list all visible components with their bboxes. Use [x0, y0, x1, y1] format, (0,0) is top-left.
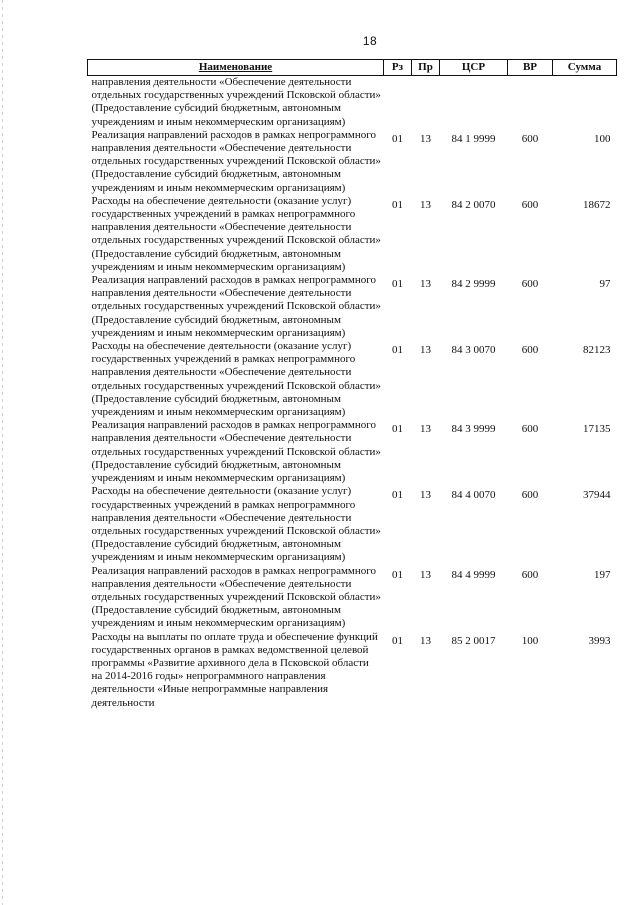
table-row [88, 274, 617, 340]
table-row [88, 419, 617, 485]
row-csr: 84 1 9999 [451, 132, 496, 145]
row-pr: 13 [420, 132, 431, 145]
row-vr: 600 [521, 489, 539, 502]
header-name: Наименование [88, 60, 384, 76]
header-sum: Сумма [553, 60, 617, 76]
row-pr: 13 [420, 568, 431, 581]
table-row [88, 565, 617, 631]
row-pr: 13 [420, 198, 431, 211]
row-csr: 84 2 0070 [451, 198, 496, 211]
row-vr: 100 [521, 634, 539, 647]
row-name: Реализация направлений расходов в рамках непрограммного направления деятельности «Обеспечение деятельности отдельных государственных учреждений Псковской области» (Предоставление субсидий бюджетным, автономным учреждениям и иным некоммерческим организациям) [91, 274, 381, 339]
header-rz: Рз [384, 60, 412, 76]
row-rz: 01 [392, 423, 403, 436]
continuation-text: направления деятельности «Обеспечение деятельности отдельных государственных учреждений Псковской области» (Предоставление субсидий бюджетным, автономным учреждениям и иным некоммерческим организациям) [91, 76, 381, 128]
row-name: Реализация направлений расходов в рамках непрограммного направления деятельности «Обеспечение деятельности отдельных государственных учреждений Псковской области» (Предоставление субсидий бюджетным, автономным учреждениям и иным некоммерческим организациям) [91, 564, 381, 630]
row-sum: 17135 [583, 423, 611, 436]
row-csr: 84 4 0070 [451, 489, 496, 502]
row-rz: 01 [392, 198, 403, 211]
row-rz: 01 [392, 568, 403, 581]
row-name: Расходы на обеспечение деятельности (оказание услуг) государственных учреждений в рамках непрограммного направления деятельности «Обеспечение деятельности отдельных государственных учреждений Псковской области» (Предоставление субсидий бюджетным, автономным учреждениям и иным некоммерческим организациям) [91, 485, 381, 564]
row-rz: 01 [392, 132, 403, 145]
row-name: Расходы на обеспечение деятельности (оказание услуг) государственных учреждений в рамках непрограммного направления деятельности «Обеспечение деятельности отдельных государственных учреждений Псковской области» (Предоставление субсидий бюджетным, автономным учреждениям и иным некоммерческим организациям) [91, 194, 381, 273]
row-vr: 600 [521, 568, 539, 581]
row-name: Расходы на выплаты по оплате труда и обеспечение функций государственных органов в рамках ведомственной целевой программы «Развитие архивного дела в Псковской области на 2014-2016 годы» непрограммного направления деятельности «Иные непрограммные направления деятельности [91, 630, 378, 709]
row-rz: 01 [392, 489, 403, 502]
header-vr: ВР [508, 60, 553, 76]
row-rz: 01 [392, 278, 403, 291]
page-number: 18 [362, 34, 378, 48]
row-rz: 01 [392, 634, 403, 647]
table-row [88, 631, 617, 710]
header-pr: Пр [412, 60, 440, 76]
row-pr: 13 [420, 423, 431, 436]
continuation-row [88, 76, 617, 129]
row-csr: 84 4 9999 [451, 568, 496, 581]
row-name: Реализация направлений расходов в рамках непрограммного направления деятельности «Обеспечение деятельности отдельных государственных учреждений Псковской области» (Предоставление субсидий бюджетным, автономным учреждениям и иным некоммерческим организациям) [91, 128, 381, 194]
header-csr: ЦСР [440, 60, 508, 76]
row-sum: 197 [594, 568, 611, 581]
row-pr: 13 [420, 278, 431, 291]
table-row [88, 129, 617, 195]
row-vr: 600 [521, 423, 539, 436]
row-sum: 37944 [583, 489, 611, 502]
row-pr: 13 [420, 489, 431, 502]
row-csr: 85 2 0017 [451, 634, 496, 647]
table-row [88, 485, 617, 564]
row-pr: 13 [420, 344, 431, 357]
scan-edge [2, 0, 3, 905]
row-csr: 84 2 9999 [451, 278, 496, 291]
row-csr: 84 3 9999 [451, 423, 496, 436]
row-csr: 84 3 0070 [451, 344, 496, 357]
row-sum: 3993 [588, 634, 611, 647]
row-vr: 600 [521, 278, 539, 291]
row-sum: 100 [594, 132, 611, 145]
row-vr: 600 [521, 198, 539, 211]
table-row [88, 340, 617, 419]
row-name: Реализация направлений расходов в рамках непрограммного направления деятельности «Обеспечение деятельности отдельных государственных учреждений Псковской области» (Предоставление субсидий бюджетным, автономным учреждениям и иным некоммерческим организациям) [91, 419, 381, 485]
row-name: Расходы на обеспечение деятельности (оказание услуг) государственных учреждений в рамках непрограммного направления деятельности «Обеспечение деятельности отдельных государственных учреждений Псковской области» (Предоставление субсидий бюджетным, автономным учреждениям и иным некоммерческим организациям) [91, 340, 381, 419]
row-sum: 18672 [583, 198, 611, 211]
row-sum: 82123 [583, 344, 611, 357]
budget-table [87, 59, 617, 710]
row-vr: 600 [521, 132, 539, 145]
row-vr: 600 [521, 344, 539, 357]
row-pr: 13 [420, 634, 431, 647]
row-sum: 97 [599, 278, 611, 291]
row-rz: 01 [392, 344, 403, 357]
table-header-row [88, 60, 617, 76]
table-row [88, 195, 617, 274]
